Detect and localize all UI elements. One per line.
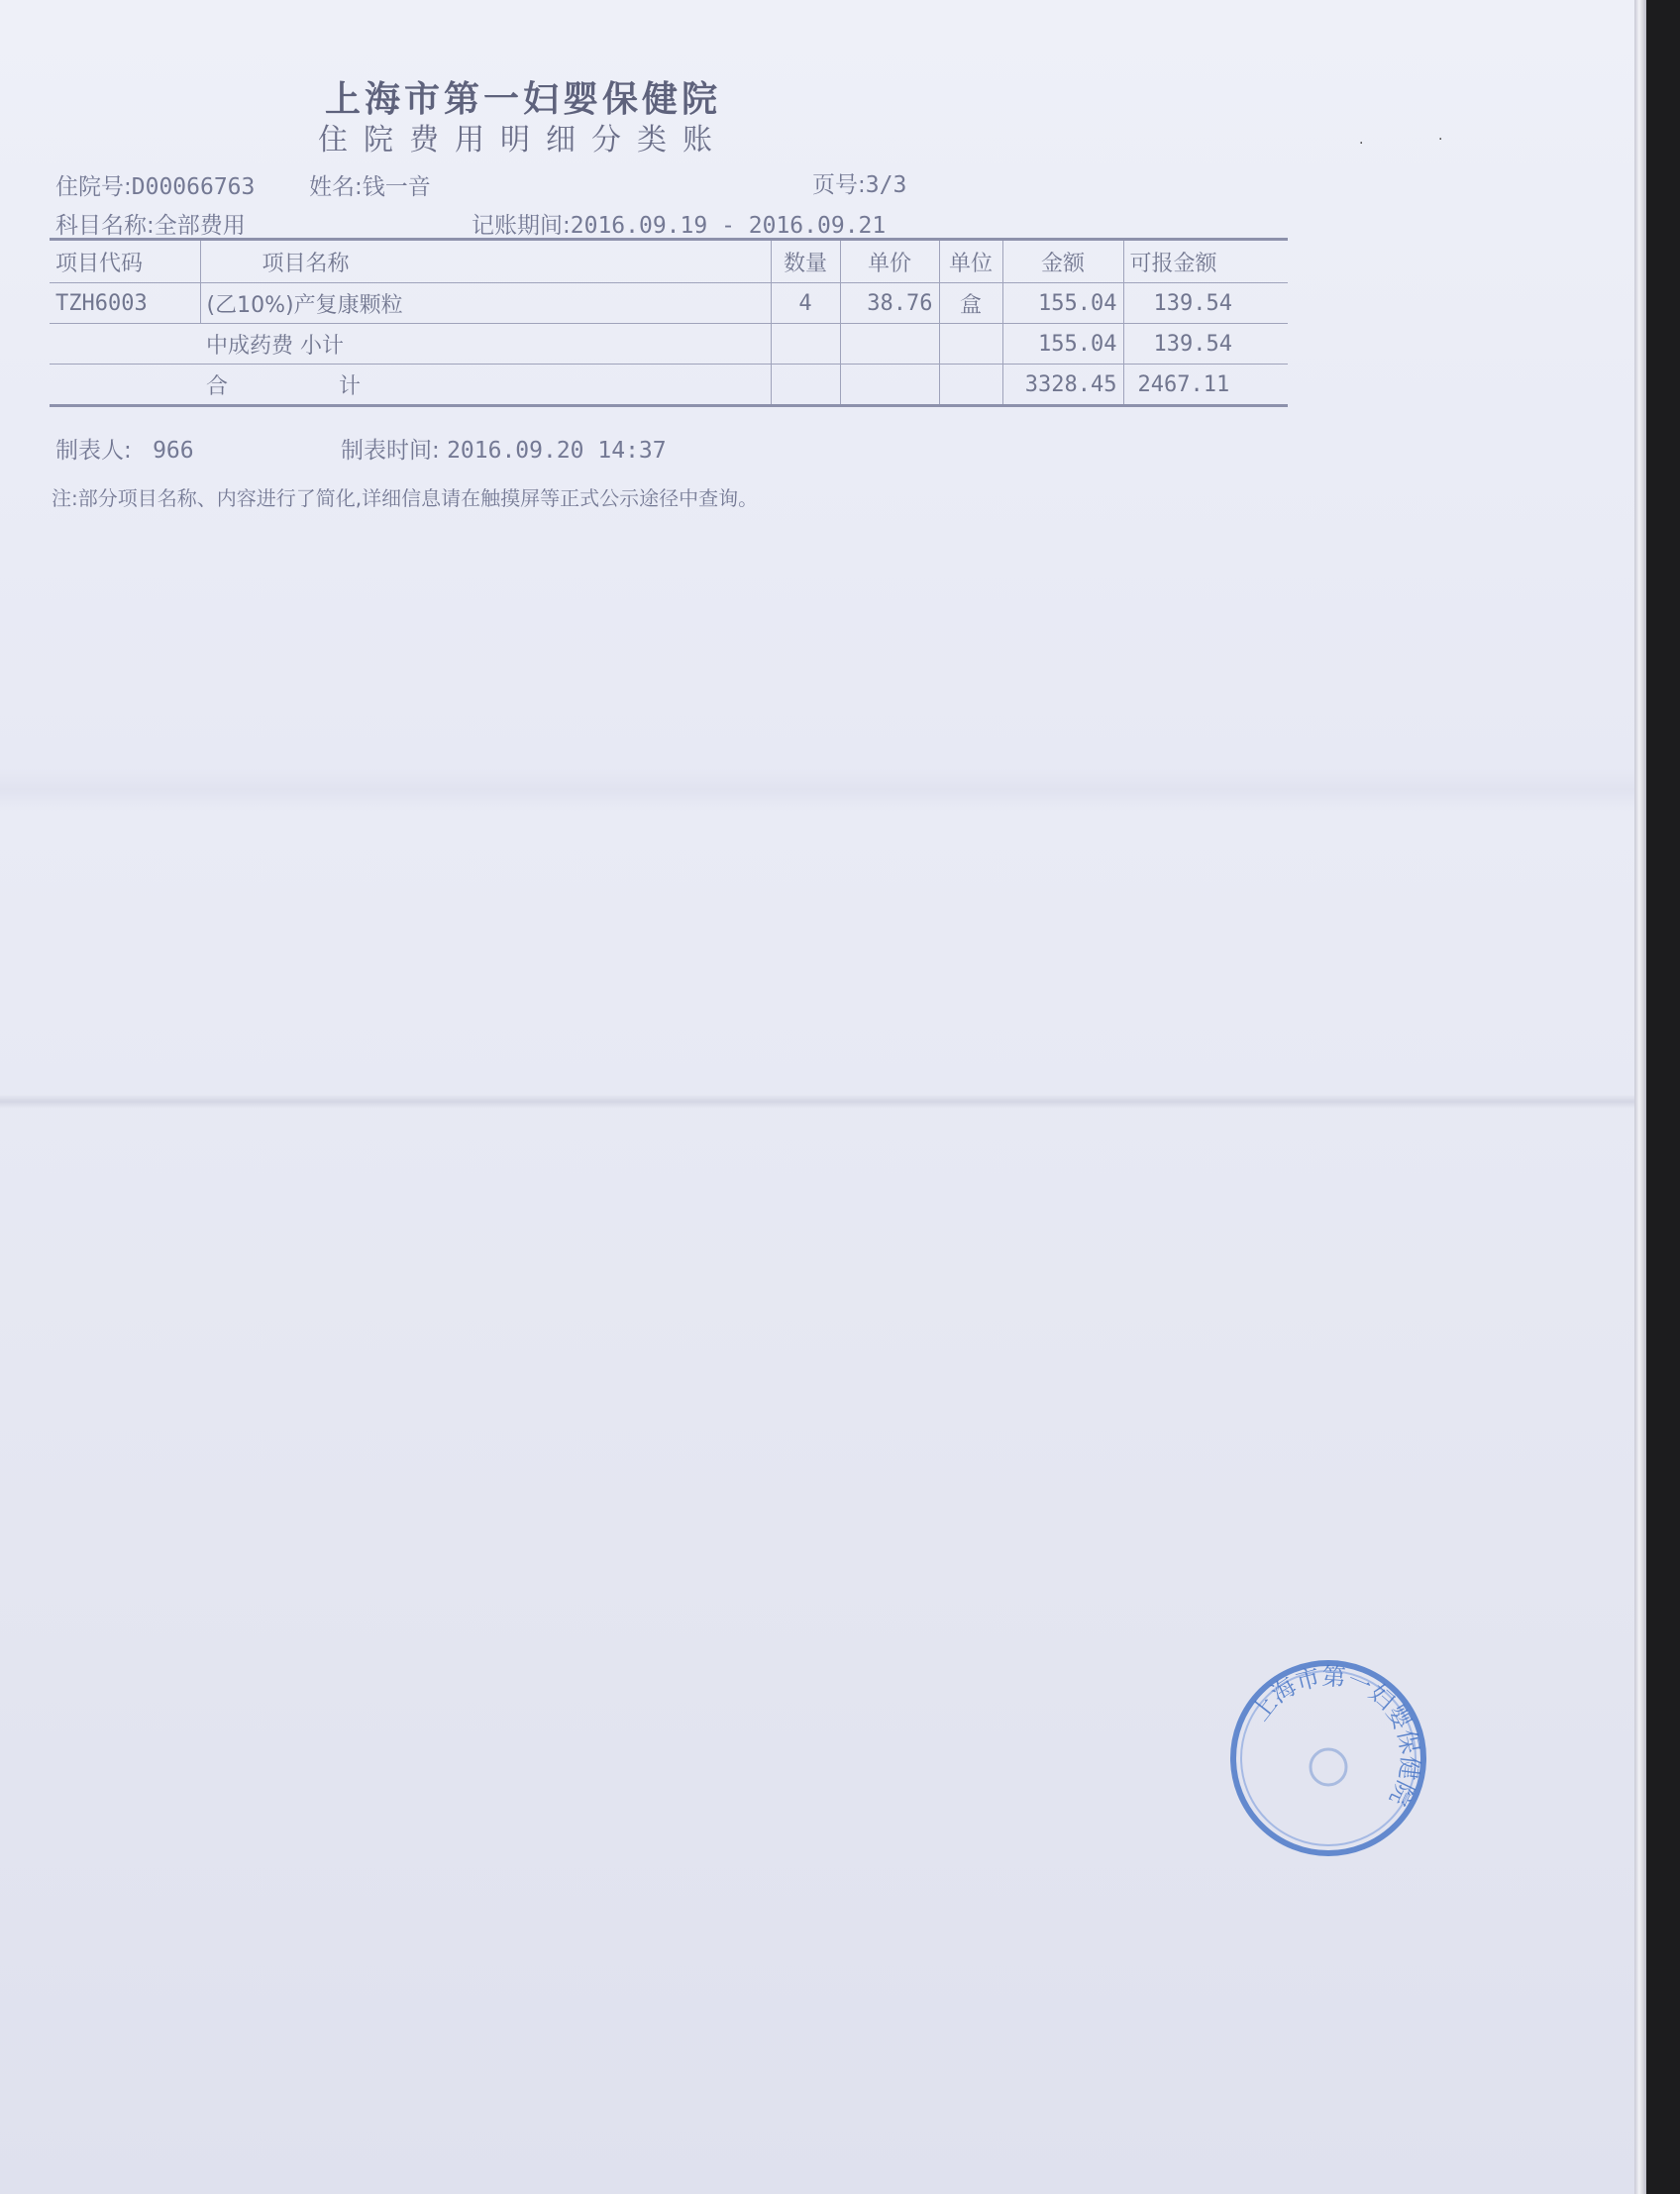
header-unit: 单位: [939, 240, 1002, 283]
form-title: 住院费用明细分类账: [318, 123, 728, 157]
row-name: (乙10%)产复康颗粒: [200, 283, 771, 324]
patient-name: 钱一音: [362, 174, 431, 200]
hospital-seal: [1226, 1656, 1430, 1860]
total-label: [200, 365, 771, 406]
row-reimbursable: 139.54: [1123, 283, 1288, 324]
patient-info: [309, 168, 431, 201]
subtotal-row: [50, 324, 1288, 365]
row-amount: 155.04: [1002, 283, 1123, 324]
subject-label: 科目名称:: [55, 213, 155, 239]
row-unit: 盒: [939, 283, 1002, 324]
header-price: 单价: [840, 240, 939, 283]
admission-number: D00066763: [131, 174, 256, 200]
admission-label: 住院号:: [55, 174, 132, 200]
preparer-id: 966: [153, 438, 194, 464]
footnote: 注:部分项目名称、内容进行了简化,详细信息请在触摸屏等正式公示途径中查询。: [52, 486, 759, 510]
fee-table: [50, 238, 1288, 407]
total-label-b: 计: [339, 373, 362, 399]
header-qty: 数量: [771, 240, 840, 283]
subject-value: 全部费用: [154, 213, 246, 239]
seal-center: [1311, 1749, 1346, 1785]
header-reimbursable: 可报金额: [1123, 240, 1288, 283]
subtotal-reimbursable: 139.54: [1123, 324, 1288, 365]
scan-mark: ·: [1359, 136, 1364, 152]
prepared-time-label: 制表时间:: [341, 438, 440, 464]
total-amount: 3328.45: [1002, 365, 1123, 406]
subtotal-amount: 155.04: [1002, 324, 1123, 365]
page-number: 3/3: [865, 172, 907, 198]
total-row: [50, 365, 1288, 406]
period-label: 记账期间:: [472, 213, 571, 239]
total-label-a: 合: [206, 373, 229, 399]
row-code: TZH6003: [50, 283, 200, 324]
paper-edge: [1634, 0, 1646, 2194]
total-reimbursable: 2467.11: [1123, 365, 1288, 406]
header-code: 项目代码: [50, 240, 200, 283]
prepared-time-info: [341, 432, 667, 465]
header-amount: 金额: [1002, 240, 1123, 283]
scan-mark: ·: [1438, 132, 1443, 148]
admission-info: [55, 168, 255, 201]
table-header-row: [50, 240, 1288, 283]
table-row: [50, 283, 1288, 324]
preparer-info: [55, 432, 194, 465]
page-info: [812, 166, 906, 199]
row-price: 38.76: [840, 283, 939, 324]
header-name: 项目名称: [200, 240, 771, 283]
period-info: [472, 207, 886, 240]
hospital-name: 上海市第一妇婴保健院: [324, 78, 721, 120]
preparer-label: 制表人:: [55, 438, 132, 464]
prepared-time: 2016.09.20 14:37: [447, 438, 667, 464]
seal-text: 上海市第一妇婴保健院: [1246, 1662, 1424, 1811]
period-value: 2016.09.19 - 2016.09.21: [570, 213, 887, 239]
name-label: 姓名:: [309, 174, 363, 200]
row-qty: 4: [771, 283, 840, 324]
page-label: 页号:: [812, 172, 866, 198]
subject-info: [55, 207, 246, 240]
subtotal-label: 中成药费 小计: [200, 324, 771, 365]
